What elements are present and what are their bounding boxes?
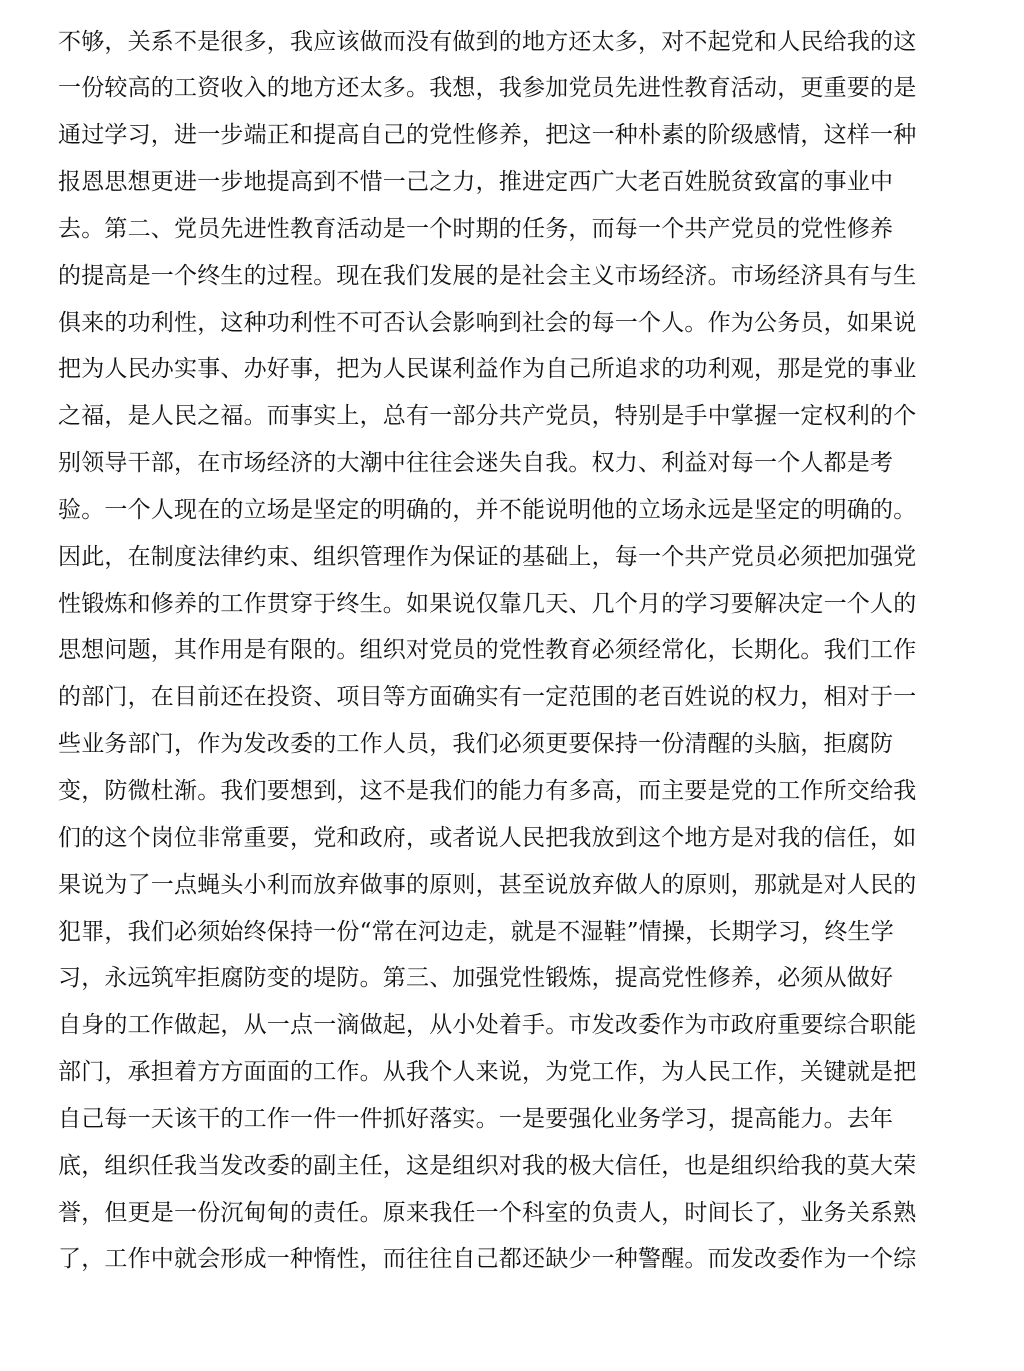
text-line: 性锻炼和修养的工作贯穿于终生。如果说仅靠几天、几个月的学习要解决定一个人的 — [58, 591, 917, 617]
text-line: 底，组织任我当发改委的副主任，这是组织对我的极大信任，也是组织给我的莫大荣 — [58, 1153, 917, 1179]
text-line: 把为人民办实事、办好事，把为人民谋利益作为自己所追求的功利观，那是党的事业 — [58, 356, 917, 382]
text-line: 一份较高的工资收入的地方还太多。我想，我参加党员先进性教育活动，更重要的是 — [58, 75, 917, 101]
text-line: 部门，承担着方方面面的工作。从我个人来说，为党工作，为人民工作，关键就是把 — [58, 1059, 917, 1085]
text-line: 果说为了一点蝇头小利而放弃做事的原则，甚至说放弃做人的原则，那就是对人民的 — [58, 872, 917, 898]
text-line: 变，防微杜渐。我们要想到，这不是我们的能力有多高，而主要是党的工作所交给我 — [58, 778, 917, 804]
text-line: 自己每一天该干的工作一件一件抓好落实。一是要强化业务学习，提高能力。去年 — [58, 1106, 894, 1132]
text-line: 之福，是人民之福。而事实上，总有一部分共产党员，特别是手中掌握一定权利的个 — [58, 403, 917, 429]
text-line: 不够，关系不是很多，我应该做而没有做到的地方还太多，对不起党和人民给我的这 — [58, 29, 917, 55]
text-line: 犯罪，我们必须始终保持一份“常在河边走，就是不湿鞋”情操，长期学习，终生学 — [58, 919, 894, 945]
text-line: 习，永远筑牢拒腐防变的堤防。第三、加强党性锻炼，提高党性修养，必须从做好 — [58, 965, 894, 991]
text-line: 了，工作中就会形成一种惰性，而往往自己都还缺少一种警醒。而发改委作为一个综 — [58, 1246, 917, 1272]
text-line: 些业务部门，作为发改委的工作人员，我们必须更要保持一份清醒的头脑，拒腐防 — [58, 731, 894, 757]
text-line: 的部门，在目前还在投资、项目等方面确实有一定范围的老百姓说的权力，相对于一 — [58, 684, 917, 710]
text-line: 誉，但更是一份沉甸甸的责任。原来我任一个科室的负责人，时间长了，业务关系熟 — [58, 1200, 917, 1226]
text-line: 通过学习，进一步端正和提高自己的党性修养，把这一种朴素的阶级感情，这样一种 — [58, 122, 917, 148]
text-line: 因此，在制度法律约束、组织管理作为保证的基础上，每一个共产党员必须把加强党 — [58, 544, 917, 570]
text-line: 别领导干部，在市场经济的大潮中往往会迷失自我。权力、利益对每一个人都是考 — [58, 450, 894, 476]
text-line: 报恩思想更进一步地提高到不惜一己之力，推进定西广大老百姓脱贫致富的事业中 — [58, 169, 894, 195]
text-line: 自身的工作做起，从一点一滴做起，从小处着手。市发改委作为市政府重要综合职能 — [58, 1012, 917, 1038]
text-line: 的提高是一个终生的过程。现在我们发展的是社会主义市场经济。市场经济具有与生 — [58, 263, 917, 289]
text-line: 去。第二、党员先进性教育活动是一个时期的任务，而每一个共产党员的党性修养 — [58, 216, 894, 242]
text-line: 思想问题，其作用是有限的。组织对党员的党性教育必须经常化，长期化。我们工作 — [58, 637, 917, 663]
text-line: 俱来的功利性，这种功利性不可否认会影响到社会的每一个人。作为公务员，如果说 — [58, 310, 917, 336]
text-line: 们的这个岗位非常重要，党和政府，或者说人民把我放到这个地方是对我的信任，如 — [58, 825, 917, 851]
text-line: 验。一个人现在的立场是坚定的明确的，并不能说明他的立场永远是坚定的明确的。 — [58, 497, 917, 523]
